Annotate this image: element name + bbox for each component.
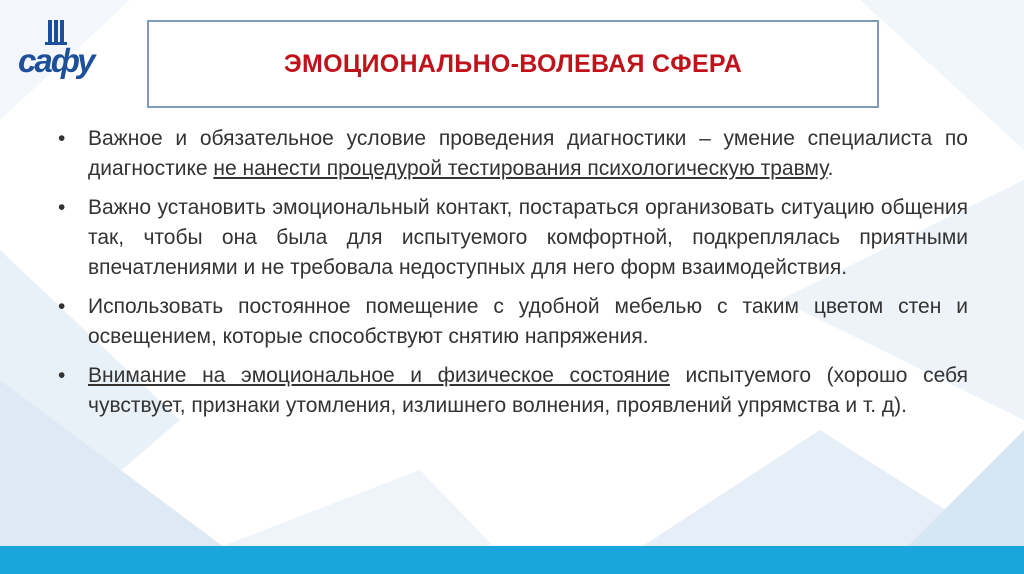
bullet-marker: • bbox=[58, 364, 66, 387]
bullet-text-part: Использовать постоянное помещение с удобной мебелью с таким цветом стен и освещением, которые способствуют снятию напряжения. bbox=[88, 295, 968, 348]
bullet-text bbox=[88, 193, 968, 283]
bullet-text bbox=[88, 361, 968, 421]
bullet-underlined-text: не нанести процедурой тестирования психологическую травму bbox=[213, 157, 828, 180]
bullet-marker: • bbox=[58, 196, 66, 219]
logo-text: сафу bbox=[18, 42, 94, 79]
logo bbox=[18, 18, 100, 88]
title-box bbox=[147, 20, 879, 108]
page-title: ЭМОЦИОНАЛЬНО-ВОЛЕВАЯ СФЕРА bbox=[283, 49, 743, 78]
bullet-text-part: . bbox=[827, 157, 834, 180]
bottom-accent-bar bbox=[0, 546, 1024, 574]
list-item bbox=[58, 124, 968, 184]
bullet-text-part: Важно установить эмоциональный контакт, постараться организовать ситуацию общения так, чтобы она была для испытуемого комфортной, подкреплялась приятными впечатлениями и не требовала недоступных для него форм взаимодействия. bbox=[88, 196, 968, 279]
bullet-list bbox=[58, 124, 968, 430]
bullet-text bbox=[88, 124, 968, 184]
list-item bbox=[58, 193, 968, 283]
bullet-text bbox=[88, 292, 968, 352]
bullet-text-part: испытуемого (хорошо себя чувствует, признаки утомления, излишнего волнения, проявлений упрямства и т. д). bbox=[88, 364, 968, 417]
list-item bbox=[58, 361, 968, 421]
list-item bbox=[58, 292, 968, 352]
bullet-underlined-text: Внимание на эмоциональное и физическое состояние bbox=[88, 364, 670, 387]
bullet-text-part: Важное и обязательное условие проведения диагностики – умение специалиста по диагностике bbox=[88, 127, 968, 180]
bullet-marker: • bbox=[58, 127, 66, 150]
bullet-marker: • bbox=[58, 295, 66, 318]
